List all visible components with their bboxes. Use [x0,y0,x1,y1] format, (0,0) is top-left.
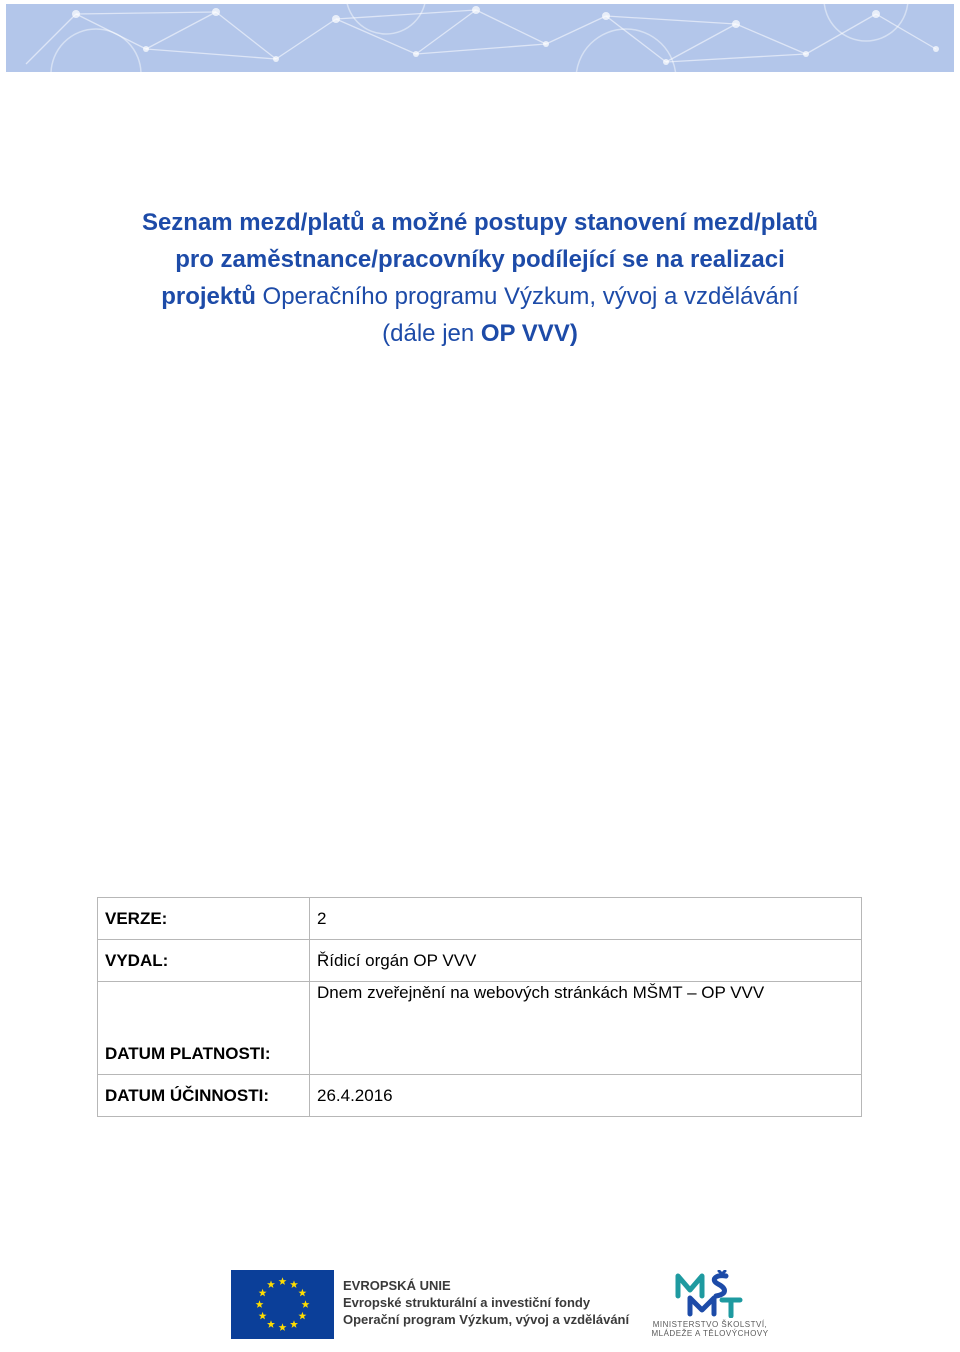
issuer-value: Řídicí orgán OP VVV [310,940,862,982]
version-label: VERZE: [98,898,310,940]
title-line-3-bold: projektů [161,283,256,310]
title-line-2: pro zaměstnance/pracovníky podílející se na realizaci [175,246,785,273]
title-line-4 [60,315,900,352]
eu-star-icon [302,1300,310,1308]
table-row [98,898,862,940]
header-banner [6,4,954,72]
eu-star-icon [259,1289,267,1297]
table-row [98,940,862,982]
eu-logo-line-2: Evropské strukturální a investiční fondy [343,1295,591,1310]
eu-star-icon [279,1277,287,1285]
eu-star-icon [298,1289,306,1297]
validity-date-value: Dnem zveřejnění na webových stránkách MŠMT – OP VVV [310,982,862,1075]
effective-date-label: DATUM ÚČINNOSTI: [98,1075,310,1117]
eu-logo-text [343,1277,629,1328]
eu-star-icon [298,1312,306,1320]
eu-logo-line-1: EVROPSKÁ UNIE [343,1278,451,1293]
title-line-3 [60,278,900,315]
title-line-3-normal: Operačního programu Výzkum, vývoj a vzdělávání [255,283,799,310]
document-info-table [97,897,862,1117]
eu-star-icon [259,1312,267,1320]
validity-date-label: DATUM PLATNOSTI: [98,982,310,1075]
eu-star-icon [256,1300,264,1308]
title-line-4-normal: (dále jen [382,320,481,347]
table-row [98,982,862,1075]
msmt-logo-icon [672,1270,748,1318]
document-title [60,204,900,352]
msmt-logo [640,1270,780,1340]
eu-star-icon [290,1320,298,1328]
version-value: 2 [310,898,862,940]
table-row [98,1075,862,1117]
eu-star-icon [267,1320,275,1328]
eu-flag-icon [231,1270,334,1339]
title-line-4-bold: OP VVV) [480,320,578,347]
msmt-logo-line-2: MLÁDEŽE A TĚLOVÝCHOVY [651,1329,769,1338]
title-line-1: Seznam mezd/platů a možné postupy stanovení mezd/platů [141,209,819,236]
network-pattern-icon [6,4,954,72]
msmt-logo-line-1: MINISTERSTVO ŠKOLSTVÍ, [652,1320,768,1329]
eu-logo-line-3: Operační program Výzkum, vývoj a vzdělávání [343,1312,630,1327]
effective-date-value: 26.4.2016 [310,1075,862,1117]
eu-star-icon [279,1323,287,1331]
eu-star-icon [267,1280,275,1288]
eu-star-icon [290,1280,298,1288]
issuer-label: VYDAL: [98,940,310,982]
